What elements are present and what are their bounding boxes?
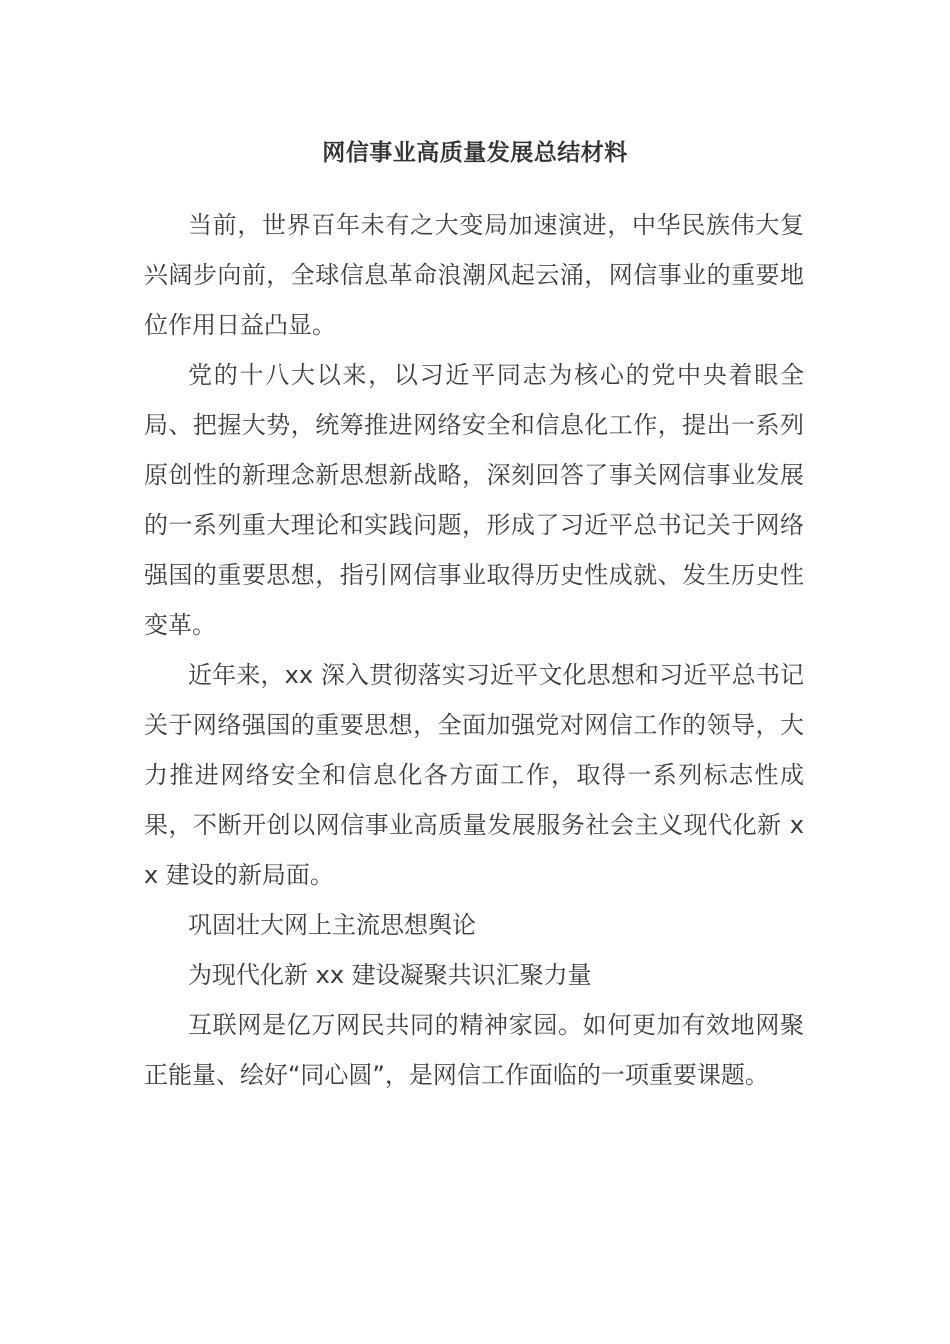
section-heading-public-opinion: 巩固壮大网上主流思想舆论 [188,911,476,939]
section-subheading-consensus: 为现代化新 xx 建设凝聚共识汇聚力量 [188,961,592,989]
paragraph-intro: 当前，世界百年未有之大变局加速演进，中华民族伟大复兴阔步向前，全球信息革命浪潮风起云涌，网信事业的重要地位作用日益凸显。 [144,211,804,339]
paragraph-eighteenth-congress: 党的十八大以来，以习近平同志为核心的党中央着眼全局、把握大势，统筹推进网络安全和信息化工作，提出一系列原创性的新理念新思想新战略，深刻回答了事关网信事业发展的一系列重大理论和实践问题，形成了习近平总书记关于网络强国的重要思想，指引网信事业取得历史性成就、发生历史性变革。 [144,361,804,639]
document-title: 网信事业高质量发展总结材料 [322,140,628,166]
paragraph-internet-home: 互联网是亿万网民共同的精神家园。如何更加有效地网聚正能量、绘好“同心圆”，是网信工作面临的一项重要课题。 [144,1011,804,1089]
paragraph-recent-years: 近年来，xx 深入贯彻落实习近平文化思想和习近平总书记关于网络强国的重要思想，全面加强党对网信工作的领导，大力推进网络安全和信息化各方面工作，取得一系列标志性成果，不断开创以网信事业高质量发展服务社会主义现代化新 xx 建设的新局面。 [144,661,804,889]
document-body [144,200,804,1100]
